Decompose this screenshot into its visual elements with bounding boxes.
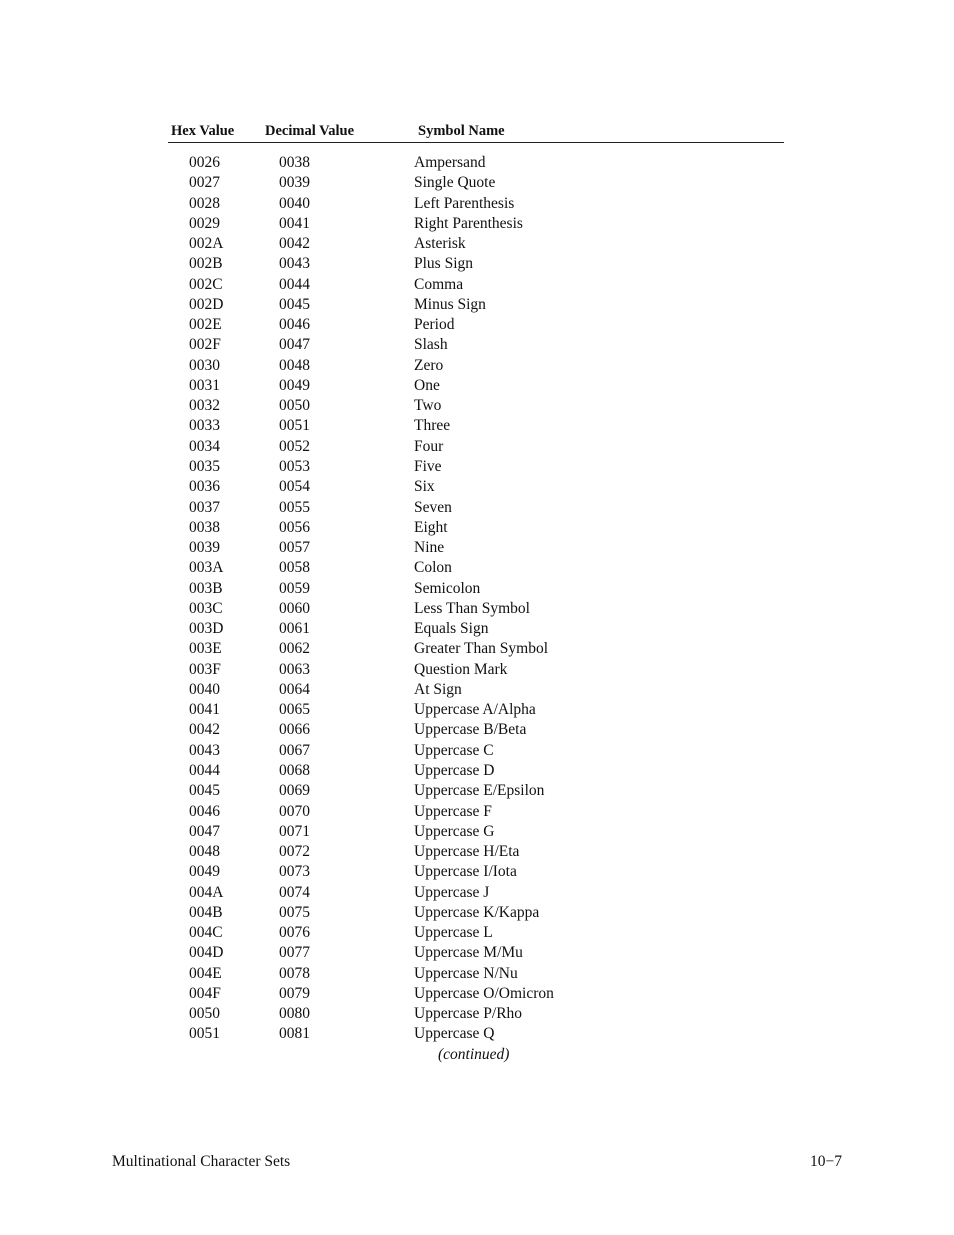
hex-value-cell: 002E xyxy=(189,316,222,334)
decimal-value-cell: 0072 xyxy=(279,843,310,861)
symbol-name-cell: Uppercase F xyxy=(414,802,492,820)
decimal-value-cell: 0070 xyxy=(279,802,310,820)
symbol-name-cell: Uppercase O/Omicron xyxy=(414,984,554,1002)
table-row xyxy=(168,437,784,457)
hex-value-cell: 0042 xyxy=(189,721,220,739)
symbol-name-cell: Comma xyxy=(414,275,464,293)
hex-value-cell: 0044 xyxy=(189,761,220,779)
decimal-value-cell: 0062 xyxy=(279,640,310,658)
hex-value-cell: 0045 xyxy=(189,782,220,800)
table-row xyxy=(168,862,784,882)
hex-value-cell: 004B xyxy=(189,903,223,921)
symbol-name-cell: Equals Sign xyxy=(414,620,489,638)
symbol-name-cell: Two xyxy=(414,397,442,415)
table-row xyxy=(168,883,784,903)
symbol-name-cell: Less Than Symbol xyxy=(414,599,530,617)
decimal-value-cell: 0067 xyxy=(279,741,310,759)
decimal-value-cell: 0053 xyxy=(279,457,310,475)
decimal-value-header: Decimal Value xyxy=(265,123,355,139)
decimal-value-cell: 0057 xyxy=(279,539,310,557)
table-row xyxy=(168,761,784,781)
table-row xyxy=(168,599,784,619)
hex-value-cell: 003B xyxy=(189,579,223,597)
symbol-name-cell: Period xyxy=(414,316,455,334)
table-row xyxy=(168,923,784,943)
decimal-value-cell: 0054 xyxy=(279,478,310,496)
table-row xyxy=(168,498,784,518)
hex-value-cell: 004F xyxy=(189,984,221,1002)
decimal-value-cell: 0077 xyxy=(279,944,310,962)
decimal-value-cell: 0050 xyxy=(279,397,310,415)
symbol-name-cell: Zero xyxy=(414,356,444,374)
symbol-name-cell: One xyxy=(414,376,440,394)
symbol-name-cell: Uppercase E/Epsilon xyxy=(414,782,545,800)
symbol-name-header: Symbol Name xyxy=(418,123,505,139)
symbol-name-cell: Uppercase G xyxy=(414,822,495,840)
hex-value-cell: 0049 xyxy=(189,863,220,881)
table-row xyxy=(168,964,784,984)
decimal-value-cell: 0065 xyxy=(279,701,310,719)
hex-value-header: Hex Value xyxy=(171,123,235,139)
table-row xyxy=(168,1004,784,1024)
table-row xyxy=(168,680,784,700)
hex-value-cell: 0046 xyxy=(189,802,220,820)
decimal-value-cell: 0081 xyxy=(279,1025,310,1043)
decimal-value-cell: 0078 xyxy=(279,964,310,982)
decimal-value-cell: 0076 xyxy=(279,924,310,942)
table-row xyxy=(168,619,784,639)
hex-value-cell: 003C xyxy=(189,599,223,617)
continued-note: (continued) xyxy=(438,1046,510,1063)
symbol-name-cell: Uppercase K/Kappa xyxy=(414,903,540,921)
symbol-name-cell: Uppercase B/Beta xyxy=(414,721,527,739)
decimal-value-cell: 0066 xyxy=(279,721,310,739)
hex-value-cell: 004C xyxy=(189,924,223,942)
table-row xyxy=(168,802,784,822)
symbol-name-cell: Right Parenthesis xyxy=(414,214,523,232)
table-row xyxy=(168,457,784,477)
decimal-value-cell: 0041 xyxy=(279,214,310,232)
hex-value-cell: 003D xyxy=(189,620,224,638)
symbol-name-cell: Colon xyxy=(414,559,452,577)
symbol-name-cell: Uppercase A/Alpha xyxy=(414,701,536,719)
hex-value-cell: 004E xyxy=(189,964,222,982)
symbol-name-cell: Uppercase I/Iota xyxy=(414,863,517,881)
hex-value-cell: 0041 xyxy=(189,701,220,719)
page-number: 10−7 xyxy=(810,1153,842,1170)
hex-value-cell: 0050 xyxy=(189,1005,220,1023)
hex-value-cell: 0039 xyxy=(189,539,220,557)
hex-value-cell: 0037 xyxy=(189,498,220,516)
symbol-name-cell: Uppercase N/Nu xyxy=(414,964,518,982)
symbol-name-cell: Uppercase D xyxy=(414,761,495,779)
hex-value-cell: 003F xyxy=(189,660,221,678)
symbol-name-cell: Uppercase J xyxy=(414,883,490,901)
symbol-name-cell: Seven xyxy=(414,498,452,516)
symbol-name-cell: Uppercase Q xyxy=(414,1025,495,1043)
decimal-value-cell: 0073 xyxy=(279,863,310,881)
table-row xyxy=(168,822,784,842)
table-row xyxy=(168,639,784,659)
hex-value-cell: 004A xyxy=(189,883,224,901)
table-row xyxy=(168,700,784,720)
hex-value-cell: 0043 xyxy=(189,741,220,759)
table-row xyxy=(168,720,784,740)
decimal-value-cell: 0068 xyxy=(279,761,310,779)
hex-value-cell: 0038 xyxy=(189,518,220,536)
table-row xyxy=(168,356,784,376)
table-row xyxy=(168,538,784,558)
table-row xyxy=(168,558,784,578)
hex-value-cell: 003A xyxy=(189,559,224,577)
footer-section-title: Multinational Character Sets xyxy=(112,1153,291,1170)
table-row xyxy=(168,842,784,862)
table-row xyxy=(168,781,784,801)
symbol-name-cell: Minus Sign xyxy=(414,295,486,313)
symbol-name-cell: Uppercase M/Mu xyxy=(414,944,523,962)
decimal-value-cell: 0079 xyxy=(279,984,310,1002)
decimal-value-cell: 0075 xyxy=(279,903,310,921)
hex-value-cell: 002C xyxy=(189,275,223,293)
decimal-value-cell: 0074 xyxy=(279,883,310,901)
symbol-name-cell: Four xyxy=(414,437,444,455)
hex-value-cell: 0030 xyxy=(189,356,220,374)
hex-value-cell: 0051 xyxy=(189,1025,220,1043)
decimal-value-cell: 0038 xyxy=(279,154,310,171)
decimal-value-cell: 0048 xyxy=(279,356,310,374)
symbol-name-cell: Eight xyxy=(414,518,448,536)
table-row xyxy=(168,660,784,680)
decimal-value-cell: 0046 xyxy=(279,316,310,334)
decimal-value-cell: 0047 xyxy=(279,336,310,354)
hex-value-cell: 0029 xyxy=(189,214,220,232)
hex-value-cell: 0036 xyxy=(189,478,220,496)
table-row xyxy=(168,376,784,396)
symbol-name-cell: Nine xyxy=(414,539,445,557)
hex-value-cell: 002B xyxy=(189,255,223,273)
table-row xyxy=(168,579,784,599)
hex-value-cell: 0047 xyxy=(189,822,220,840)
table-row xyxy=(168,741,784,761)
hex-value-cell: 002F xyxy=(189,336,221,354)
decimal-value-cell: 0080 xyxy=(279,1005,310,1023)
hex-value-cell: 004D xyxy=(189,944,224,962)
hex-value-cell: 0033 xyxy=(189,417,220,435)
hex-value-cell: 0048 xyxy=(189,843,220,861)
decimal-value-cell: 0055 xyxy=(279,498,310,516)
symbol-name-cell: At Sign xyxy=(414,680,462,698)
symbol-name-cell: Five xyxy=(414,457,442,475)
symbol-name-cell: Question Mark xyxy=(414,660,508,678)
decimal-value-cell: 0060 xyxy=(279,599,310,617)
hex-value-cell: 002A xyxy=(189,235,224,253)
table-row xyxy=(168,254,784,274)
table-row xyxy=(168,903,784,923)
table-row xyxy=(168,984,784,1004)
symbol-name-cell: Greater Than Symbol xyxy=(414,640,549,658)
decimal-value-cell: 0040 xyxy=(279,194,310,212)
symbol-name-cell: Semicolon xyxy=(414,579,481,597)
table-row xyxy=(168,416,784,436)
symbol-name-cell: Uppercase P/Rho xyxy=(414,1005,523,1023)
decimal-value-cell: 0039 xyxy=(279,174,310,192)
hex-value-cell: 002D xyxy=(189,295,224,313)
hex-value-cell: 0034 xyxy=(189,437,220,455)
decimal-value-cell: 0063 xyxy=(279,660,310,678)
decimal-value-cell: 0069 xyxy=(279,782,310,800)
symbol-name-cell: Plus Sign xyxy=(414,255,474,273)
table-body xyxy=(168,153,784,1045)
table-row xyxy=(168,943,784,963)
symbol-name-cell: Ampersand xyxy=(414,154,486,171)
table-row xyxy=(168,153,784,173)
table-row xyxy=(168,1024,784,1044)
decimal-value-cell: 0064 xyxy=(279,680,310,698)
table-row xyxy=(168,396,784,416)
symbol-name-cell: Six xyxy=(414,478,435,496)
table-row xyxy=(168,315,784,335)
hex-value-cell: 0032 xyxy=(189,397,220,415)
table-row xyxy=(168,477,784,497)
hex-value-cell: 0031 xyxy=(189,376,220,394)
decimal-value-cell: 0049 xyxy=(279,376,310,394)
decimal-value-cell: 0071 xyxy=(279,822,310,840)
symbol-name-cell: Uppercase H/Eta xyxy=(414,843,520,861)
decimal-value-cell: 0045 xyxy=(279,295,310,313)
table-row xyxy=(168,214,784,234)
symbol-name-cell: Left Parenthesis xyxy=(414,194,515,212)
hex-value-cell: 0040 xyxy=(189,680,220,698)
decimal-value-cell: 0061 xyxy=(279,620,310,638)
decimal-value-cell: 0059 xyxy=(279,579,310,597)
symbol-name-cell: Uppercase L xyxy=(414,924,493,942)
decimal-value-cell: 0056 xyxy=(279,518,310,536)
symbol-name-cell: Single Quote xyxy=(414,174,496,192)
hex-value-cell: 0026 xyxy=(189,154,220,171)
decimal-value-cell: 0058 xyxy=(279,559,310,577)
hex-value-cell: 0035 xyxy=(189,457,220,475)
table-row xyxy=(168,335,784,355)
symbol-name-cell: Uppercase C xyxy=(414,741,494,759)
hex-value-cell: 003E xyxy=(189,640,222,658)
table-row xyxy=(168,295,784,315)
table-row xyxy=(168,275,784,295)
decimal-value-cell: 0051 xyxy=(279,417,310,435)
table-header xyxy=(168,122,784,143)
hex-value-cell: 0028 xyxy=(189,194,220,212)
hex-value-cell: 0027 xyxy=(189,174,220,192)
symbol-name-cell: Three xyxy=(414,417,451,435)
decimal-value-cell: 0043 xyxy=(279,255,310,273)
table-row xyxy=(168,194,784,214)
decimal-value-cell: 0044 xyxy=(279,275,310,293)
table-row xyxy=(168,173,784,193)
symbol-name-cell: Asterisk xyxy=(414,235,466,253)
table-row xyxy=(168,518,784,538)
decimal-value-cell: 0052 xyxy=(279,437,310,455)
decimal-value-cell: 0042 xyxy=(279,235,310,253)
symbol-name-cell: Slash xyxy=(414,336,448,354)
table-row xyxy=(168,234,784,254)
